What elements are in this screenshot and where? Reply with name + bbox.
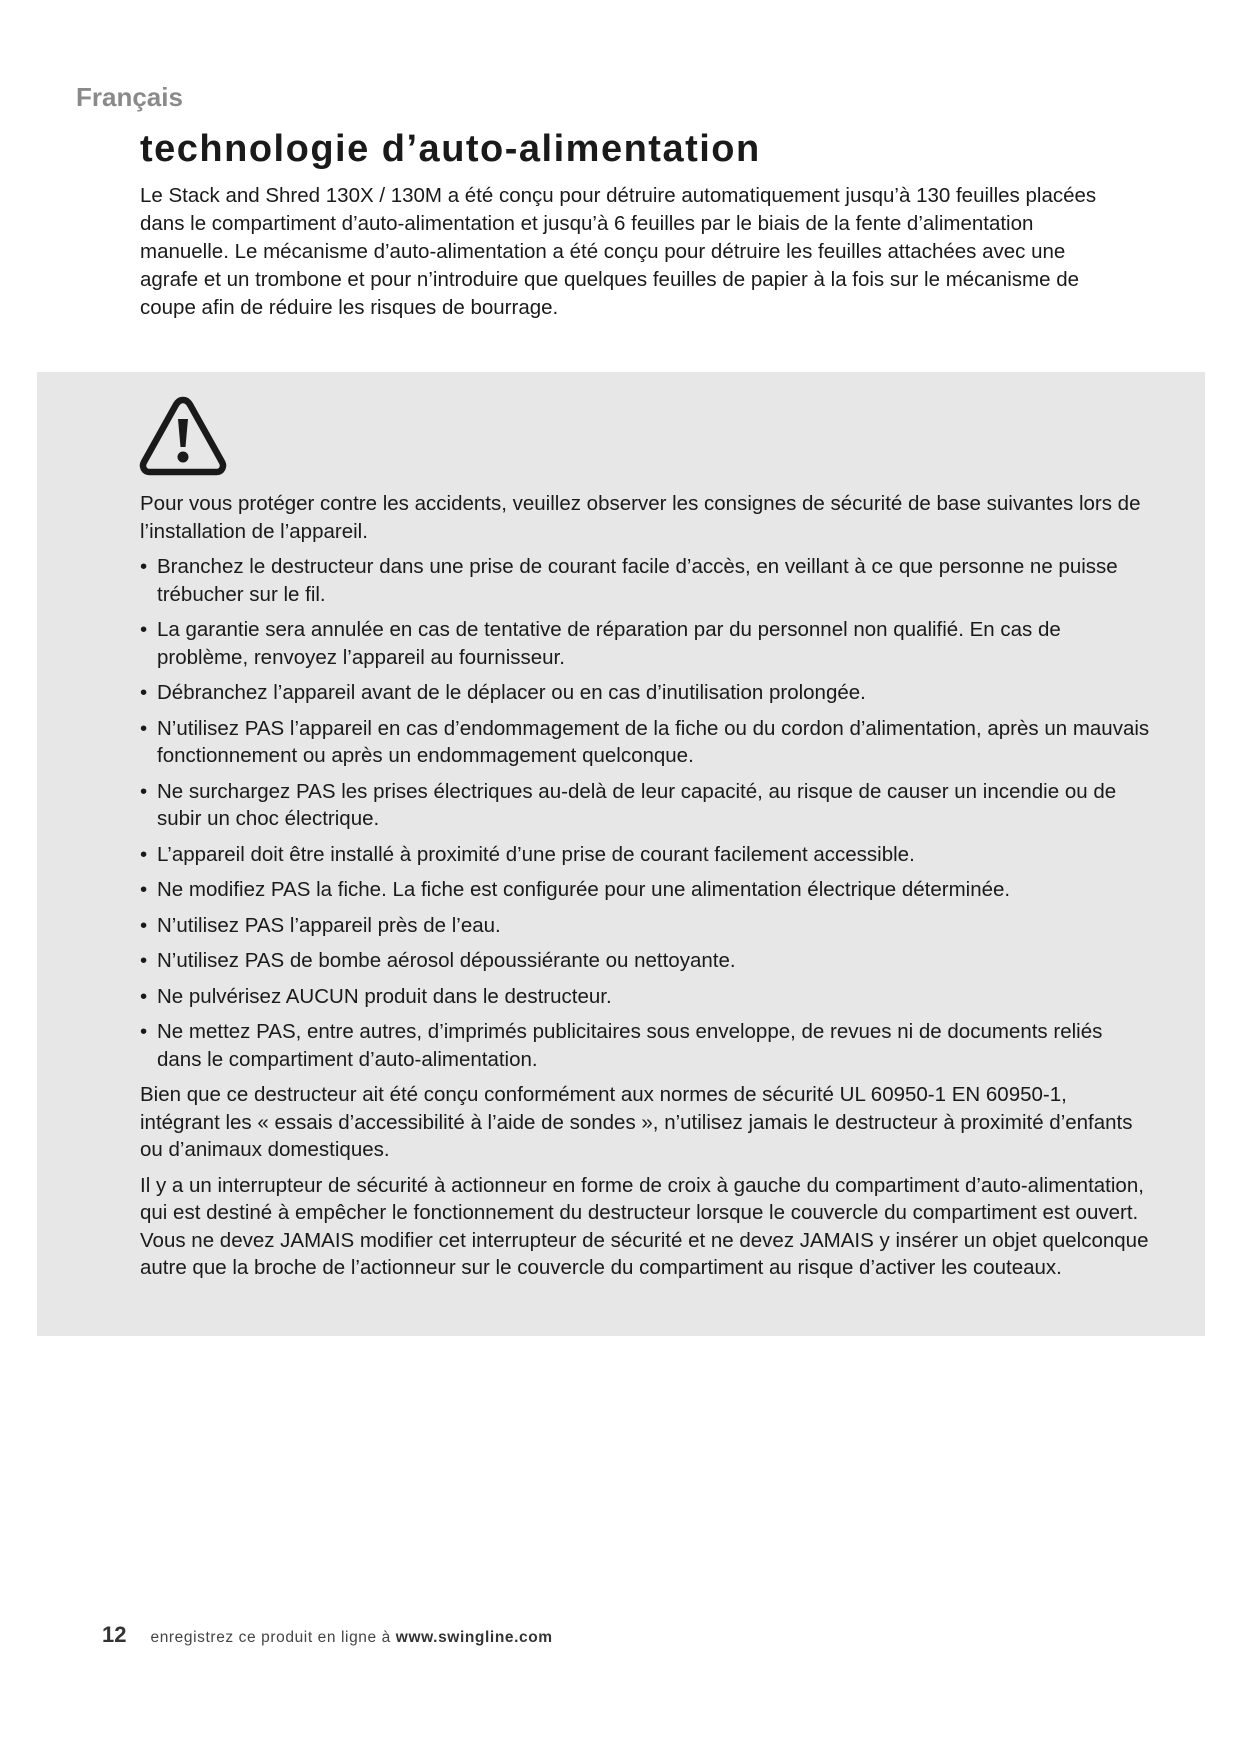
safety-list [140, 553, 1150, 1073]
list-item-text: L’appareil doit être installé à proximité d’une prise de courant facilement accessible. [157, 842, 915, 866]
list-item-text: N’utilisez PAS l’appareil en cas d’endommagement de la fiche ou du cordon d’alimentation, après un mauvais fonctionnement ou après un endommagement quelconque. [157, 716, 1150, 767]
bullet-glyph: • [140, 949, 148, 972]
bullet-glyph: • [140, 1020, 148, 1043]
standards-paragraph: Bien que ce destructeur ait été conçu conformément aux normes de sécurité UL 60950-1 EN 60950-1, intégrant les « essais d’accessibilité à l’aide de sondes », n’utilisez jamais le destructeur à proximité d’enfants ou d’animaux domestiques. [140, 1083, 1133, 1161]
bullet-glyph: • [140, 779, 148, 803]
interlock-paragraph: Il y a un interrupteur de sécurité à actionneur en forme de croix à gauche du compartiment d’auto-alimentation, qui est destiné à empêcher le fonctionnement du destructeur lorsque le couvercle du compartiment est ouvert. Vous ne devez JAMAIS modifier cet interrupteur de sécurité et ne devez JAMAIS y insérer un objet quelconque autre que la broche de l’actionneur sur le couvercle du compartiment au risque d’activer les couteaux. [140, 1173, 1149, 1279]
warning-lead: Pour vous protéger contre les accidents, veuillez observer les consignes de sécurité de base suivantes lors de l’installation de l’appareil. [140, 492, 1141, 543]
intro-paragraph: Le Stack and Shred 130X / 130M a été conçu pour détruire automatiquement jusqu’à 130 feuilles placées dans le compartiment d’auto-alimentation et jusqu’à 6 feuilles par le biais de la fente d’alimentation manuelle. Le mécanisme d’auto-alimentation a été conçu pour détruire les feuilles attachées avec une agrafe et un trombone et pour n’introduire que quelques feuilles de papier à la fois sur le mécanisme de coupe afin de réduire les risques de bourrage. [140, 184, 1097, 319]
bullet-glyph: • [140, 984, 148, 1008]
bullet-glyph: • [140, 618, 148, 641]
list-item [140, 876, 1150, 904]
list-item-text: Ne modifiez PAS la fiche. La fiche est configurée pour une alimentation électrique déterminée. [157, 878, 1011, 901]
bullet-glyph: • [140, 913, 148, 937]
list-item-text: La garantie sera annulée en cas de tentative de réparation par du personnel non qualifié. En cas de problème, renvoyez l’appareil au fournisseur. [157, 618, 1061, 669]
list-item-text: Branchez le destructeur dans une prise de courant facile d’accès, en veillant à ce que personne ne puisse trébucher sur le fil. [157, 555, 1118, 606]
page-footer [102, 1622, 553, 1648]
page-number: 12 [102, 1622, 127, 1647]
list-item-text: Débranchez l’appareil avant de le déplacer ou en cas d’inutilisation prolongée. [157, 681, 866, 704]
list-item-text: Ne mettez PAS, entre autres, d’imprimés publicitaires sous enveloppe, de revues ni de documents reliés dans le compartiment d’auto-alimentation. [157, 1020, 1103, 1071]
list-item [140, 1018, 1150, 1073]
list-item-text: Ne surchargez PAS les prises électriques au-delà de leur capacité, au risque de causer un incendie ou de subir un choc électrique. [157, 779, 1117, 830]
warning-content [140, 490, 1150, 1290]
list-item [140, 616, 1150, 671]
bullet-glyph: • [140, 878, 148, 901]
list-item [140, 553, 1150, 608]
safety-warning-box [37, 372, 1205, 1336]
list-item-text: N’utilisez PAS l’appareil près de l’eau. [157, 913, 501, 937]
warning-triangle-icon [137, 394, 229, 478]
footer-url: www.swingline.com [395, 1629, 553, 1646]
list-item [140, 715, 1150, 770]
footer-text: enregistrez ce produit en ligne à [150, 1629, 396, 1646]
list-item [140, 912, 1150, 940]
list-item [140, 679, 1150, 707]
list-item-text: Ne pulvérisez AUCUN produit dans le destructeur. [157, 984, 612, 1008]
bullet-glyph: • [140, 716, 148, 740]
bullet-glyph: • [140, 842, 148, 866]
list-item [140, 947, 1150, 975]
list-item-text: N’utilisez PAS de bombe aérosol dépoussiérante ou nettoyante. [157, 949, 736, 972]
bullet-glyph: • [140, 681, 148, 704]
list-item [140, 983, 1150, 1011]
language-label: Français [76, 82, 183, 112]
list-item [140, 778, 1150, 833]
list-item [140, 841, 1150, 869]
page-title: technologie d’auto-alimentation [140, 128, 761, 170]
bullet-glyph: • [140, 555, 148, 578]
